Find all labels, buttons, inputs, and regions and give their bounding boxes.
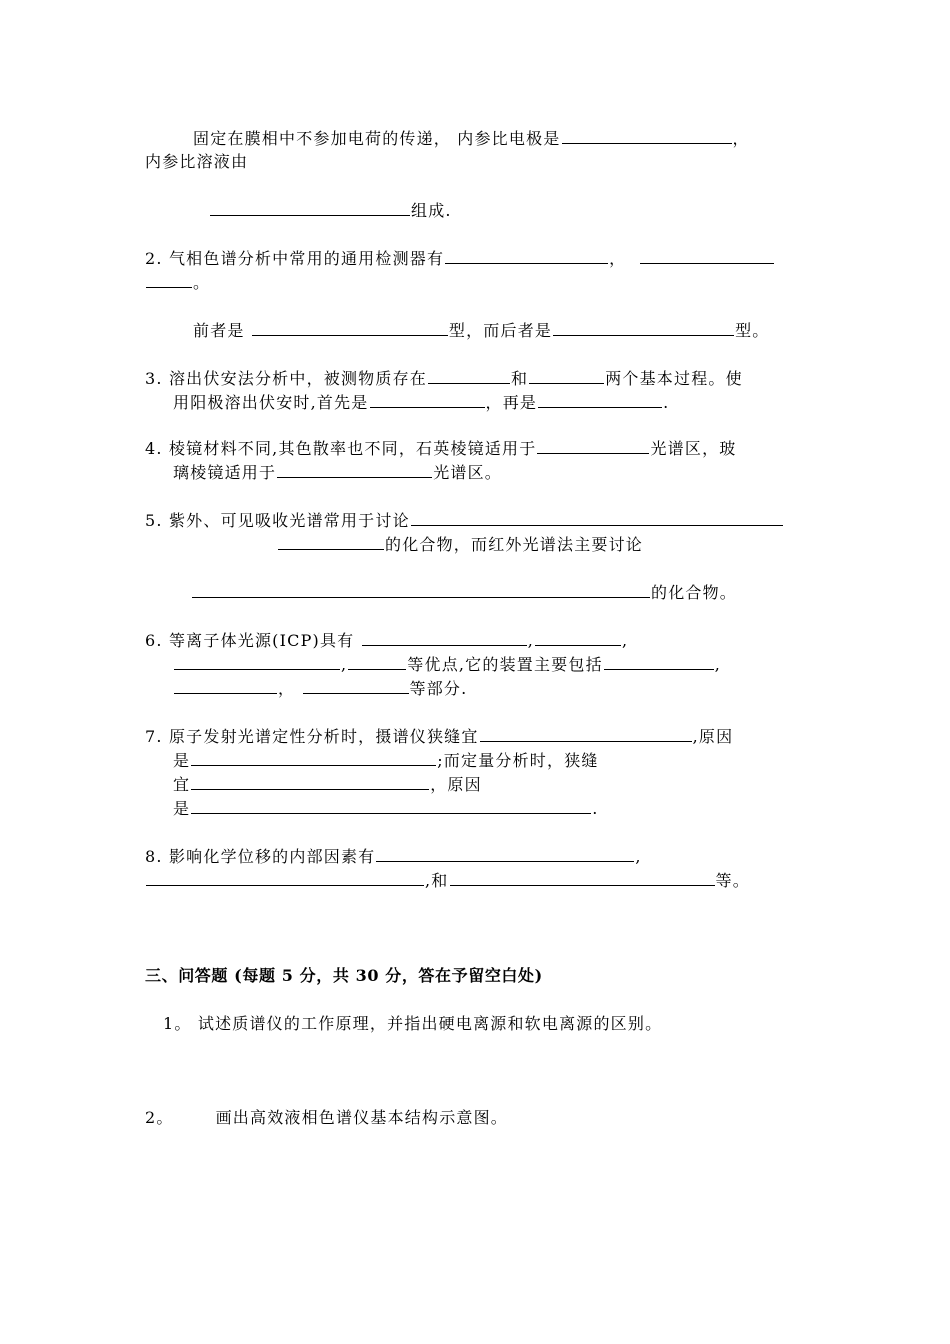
- question-8-end: 等。: [715, 871, 750, 890]
- question-7-line-1: [145, 725, 733, 748]
- question-3-line-1: [145, 367, 743, 390]
- continuation-line-3: [209, 199, 452, 222]
- section-3-question-1: 1。 试述质谱仪的工作原理，并指出硬电离源和软电离源的区别。: [163, 1014, 663, 1033]
- question-8-number: 8.: [145, 847, 163, 866]
- continuation-text-d: 组成.: [411, 201, 452, 220]
- question-6-end: 等部分.: [409, 679, 468, 698]
- question-6-separator: ，: [278, 679, 296, 698]
- question-5-text: 紫外、可见吸收光谱常用于讨论: [168, 511, 410, 530]
- blank-inner-solution[interactable]: [210, 199, 410, 216]
- question-2-separator: ，: [609, 249, 627, 268]
- question-6-line-3: [173, 677, 467, 700]
- question-7-text-b: ,原因: [692, 727, 734, 746]
- blank-inner-reference-electrode[interactable]: [562, 127, 732, 144]
- blank-process-2[interactable]: [529, 367, 604, 384]
- section-3-question-2: [145, 1107, 508, 1129]
- blank-icp-advantage-1[interactable]: [362, 629, 527, 646]
- question-3-and: 和: [510, 369, 529, 388]
- question-7-number: 7.: [145, 727, 163, 746]
- continuation-line-1: [193, 127, 750, 150]
- blank-qualitative-reason[interactable]: [191, 749, 436, 766]
- question-2-text: 气相色谱分析中常用的通用检测器有: [168, 249, 445, 268]
- question-7-text-g: 是: [173, 799, 191, 818]
- question-2-type-end: 型。: [735, 321, 770, 340]
- blank-process-1[interactable]: [428, 367, 510, 384]
- question-6-number: 6.: [145, 631, 163, 650]
- question-5-line-3: [191, 581, 737, 604]
- question-8-line-1: [145, 845, 642, 868]
- blank-factor-1[interactable]: [376, 845, 634, 862]
- blank-uv-vis-part-2[interactable]: [278, 533, 384, 550]
- blank-quantitative-slit[interactable]: [191, 773, 429, 790]
- question-4-text-d: 光谱区。: [433, 463, 503, 482]
- question-7-text: 原子发射光谱定性分析时，摄谱仪狭缝宜: [168, 727, 479, 746]
- question-7-text-c: 是: [173, 751, 191, 770]
- question-3-end: .: [663, 393, 670, 412]
- question-7-text-d: ;而定量分析时，狭缝: [437, 751, 599, 770]
- question-4-text: 棱镜材料不同,其色散率也不同，石英棱镜适用于: [168, 439, 537, 458]
- question-4-number: 4.: [145, 439, 163, 458]
- question-2-line-1: [145, 247, 775, 270]
- question-4-line-1: [145, 437, 736, 460]
- blank-first-step[interactable]: [370, 391, 485, 408]
- blank-latter-type[interactable]: [553, 319, 734, 336]
- blank-qualitative-slit[interactable]: [480, 725, 692, 742]
- question-3-text: 溶出伏安法分析中，被测物质存在: [168, 369, 427, 388]
- question-3-text-b: 两个基本过程。使: [605, 369, 743, 388]
- blank-icp-component-3[interactable]: [303, 677, 409, 694]
- section-3-heading: 三、问答题 (每题 5 分，共 30 分，答在予留空白处): [145, 966, 543, 985]
- question-4-text-b: 光谱区，玻: [650, 439, 737, 458]
- question-3-text-d: ，再是: [485, 393, 538, 412]
- blank-second-step[interactable]: [538, 391, 662, 408]
- question-7-line-2: [173, 749, 599, 772]
- question-2-line-3: [193, 319, 770, 342]
- question-5-text-b: 的化合物，而红外光谱法主要讨论: [385, 535, 644, 554]
- question-6-text-b: 等优点,它的装置主要包括: [407, 655, 603, 674]
- question-7-text-e: 宜: [173, 775, 191, 794]
- question-5-number: 5.: [145, 511, 163, 530]
- question-7-line-3: [173, 773, 482, 796]
- question-4-line-2: [173, 461, 502, 484]
- continuation-line-2: [145, 151, 248, 173]
- question-5-text-c: 的化合物。: [651, 583, 738, 602]
- blank-ir-compounds[interactable]: [192, 581, 650, 598]
- question-8-comma: ,: [635, 847, 642, 866]
- blank-quantitative-reason[interactable]: [191, 797, 591, 814]
- question-3-number: 3.: [145, 369, 163, 388]
- question-7-line-4: [173, 797, 599, 820]
- question-6-comma-4: ,: [714, 655, 722, 674]
- question-6-comma-2: ,: [621, 631, 629, 650]
- question-8-text: 影响化学位移的内部因素有: [168, 847, 376, 866]
- question-8-line-2: [145, 869, 750, 892]
- question-4-text-c: 璃棱镜适用于: [173, 463, 277, 482]
- blank-factor-2[interactable]: [146, 869, 424, 886]
- blank-detector-2-part-2[interactable]: [146, 271, 192, 288]
- question-2-line-2: [145, 271, 210, 294]
- blank-glass-region[interactable]: [277, 461, 432, 478]
- question-3-text-c: 用阳极溶出伏安时,首先是: [173, 393, 369, 412]
- blank-uv-vis-part-1[interactable]: [411, 509, 783, 526]
- question-6-comma-3: ,: [341, 655, 348, 674]
- question-8-and: ,和: [425, 871, 449, 890]
- blank-icp-advantage-4[interactable]: [348, 653, 406, 670]
- blank-detector-1[interactable]: [445, 247, 608, 264]
- blank-icp-advantage-3[interactable]: [174, 653, 340, 670]
- blank-former-type[interactable]: [252, 319, 448, 336]
- question-6-line-2: [173, 653, 721, 676]
- question-6-comma: ,: [527, 631, 534, 650]
- question-7-end: .: [592, 799, 599, 818]
- blank-factor-3[interactable]: [450, 869, 715, 886]
- section-3-question-2-number: 2。: [145, 1108, 174, 1127]
- section-3-question-2-text: 画出高效液相色谱仪基本结构示意图。: [215, 1108, 508, 1127]
- blank-quartz-region[interactable]: [537, 437, 649, 454]
- continuation-text-a: 固定在膜相中不参加电荷的传递， 内参比电极是: [193, 129, 561, 148]
- blank-icp-component-2[interactable]: [174, 677, 277, 694]
- question-2-latter: 型，而后者是: [448, 321, 553, 340]
- question-5-line-1: [145, 509, 784, 532]
- question-7-text-f: ，原因: [430, 775, 482, 794]
- question-6-line-1: [145, 629, 628, 652]
- blank-detector-2-part-1[interactable]: [640, 247, 774, 264]
- continuation-text-b: ，: [732, 129, 750, 148]
- blank-icp-component-1[interactable]: [604, 653, 714, 670]
- question-2-number: 2.: [145, 249, 163, 268]
- question-2-end: 。: [193, 273, 211, 292]
- continuation-text-c: 内参比溶液由: [145, 152, 249, 171]
- question-2-former: 前者是: [193, 321, 245, 340]
- question-5-line-2: [277, 533, 643, 556]
- question-3-line-2: [173, 391, 669, 414]
- blank-icp-advantage-2[interactable]: [535, 629, 621, 646]
- question-6-text: 等离子体光源(ICP)具有: [168, 631, 355, 650]
